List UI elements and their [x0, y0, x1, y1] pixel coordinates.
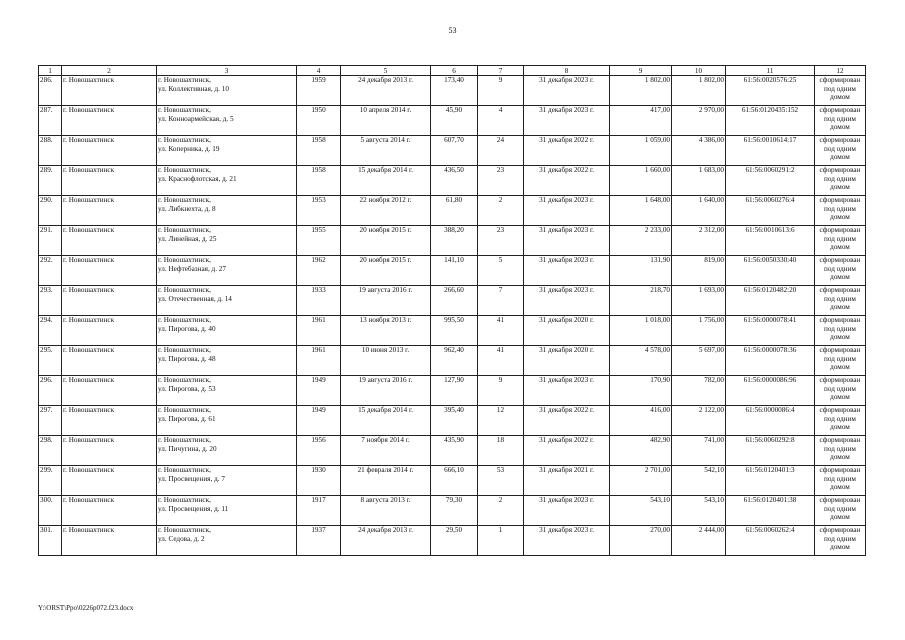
municipality: г. Новошахтинск [62, 196, 157, 226]
land-status: сформирован под одним домом [815, 526, 866, 556]
cadastral-number: 61:56:0060292:8 [726, 436, 815, 466]
value-col-9: 416,00 [610, 406, 672, 436]
table-row [39, 136, 866, 166]
row-number: 294. [39, 316, 62, 346]
resident-count: 2 [478, 496, 524, 526]
table-row [39, 406, 866, 436]
value-col-10: 2 444,00 [672, 526, 726, 556]
land-status: сформирован под одним домом [815, 316, 866, 346]
value-col-10: 2 970,00 [672, 106, 726, 136]
address-line-2: ул. Просвещения, д. 11 [158, 504, 229, 513]
value-col-9: 218,70 [610, 286, 672, 316]
recognition-date: 21 февраля 2014 г. [341, 466, 431, 496]
address-line-2: ул. Пирогова, д. 61 [158, 414, 216, 423]
land-status: сформирован под одним домом [815, 76, 866, 106]
value-col-10: 819,00 [672, 256, 726, 286]
year-built: 1933 [297, 286, 341, 316]
address-line-1: г. Новошахтинск, [158, 166, 211, 174]
value-col-10: 1 683,00 [672, 166, 726, 196]
value-col-9: 1 059,00 [610, 136, 672, 166]
address-line-1: г. Новошахтинск, [158, 316, 211, 324]
area-value: 61,80 [431, 196, 478, 226]
recognition-date: 20 ноября 2015 г. [341, 226, 431, 256]
municipality: г. Новошахтинск [62, 226, 157, 256]
column-number: 5 [341, 66, 431, 76]
cadastral-number: 61:56:0120435:152 [726, 106, 815, 136]
planned-deadline: 31 декабря 2022 г. [524, 136, 610, 166]
address-line-1: г. Новошахтинск, [158, 136, 211, 144]
value-col-10: 1 640,00 [672, 196, 726, 226]
value-col-10: 1 693,00 [672, 286, 726, 316]
land-status: сформирован под одним домом [815, 196, 866, 226]
land-status: сформирован под одним домом [815, 286, 866, 316]
recognition-date: 15 декабря 2014 г. [341, 166, 431, 196]
municipality: г. Новошахтинск [62, 466, 157, 496]
area-value: 79,30 [431, 496, 478, 526]
table-row [39, 376, 866, 406]
value-col-9: 270,00 [610, 526, 672, 556]
value-col-9: 170,90 [610, 376, 672, 406]
address-line-2: ул. Либкнехта, д. 8 [158, 204, 216, 213]
resident-count: 18 [478, 436, 524, 466]
value-col-9: 1 018,00 [610, 316, 672, 346]
area-value: 173,40 [431, 76, 478, 106]
table-row [39, 256, 866, 286]
municipality: г. Новошахтинск [62, 406, 157, 436]
value-col-9: 2 701,00 [610, 466, 672, 496]
value-col-9: 1 802,00 [610, 76, 672, 106]
row-number: 300. [39, 496, 62, 526]
municipality: г. Новошахтинск [62, 496, 157, 526]
recognition-date: 19 августа 2016 г. [341, 286, 431, 316]
table-row [39, 496, 866, 526]
value-col-9: 4 578,00 [610, 346, 672, 376]
address-line-2: ул. Пирогова, д. 53 [158, 384, 216, 393]
land-status: сформирован под одним домом [815, 406, 866, 436]
row-number: 288. [39, 136, 62, 166]
municipality: г. Новошахтинск [62, 286, 157, 316]
address-line-2: ул. Просвещения, д. 7 [158, 474, 225, 483]
area-value: 395,40 [431, 406, 478, 436]
address [157, 346, 297, 376]
planned-deadline: 31 декабря 2022 г. [524, 436, 610, 466]
planned-deadline: 31 декабря 2020 г. [524, 346, 610, 376]
municipality: г. Новошахтинск [62, 166, 157, 196]
municipality: г. Новошахтинск [62, 316, 157, 346]
planned-deadline: 31 декабря 2022 г. [524, 166, 610, 196]
table-row [39, 226, 866, 256]
recognition-date: 7 ноября 2014 г. [341, 436, 431, 466]
value-col-9: 543,10 [610, 496, 672, 526]
cadastral-number: 61:56:0060276:4 [726, 196, 815, 226]
municipality: г. Новошахтинск [62, 526, 157, 556]
row-number: 296. [39, 376, 62, 406]
row-number: 287. [39, 106, 62, 136]
address [157, 406, 297, 436]
address [157, 166, 297, 196]
table-row [39, 316, 866, 346]
planned-deadline: 31 декабря 2022 г. [524, 406, 610, 436]
area-value: 995,50 [431, 316, 478, 346]
column-number: 11 [726, 66, 815, 76]
address [157, 316, 297, 346]
area-value: 607,70 [431, 136, 478, 166]
address [157, 466, 297, 496]
planned-deadline: 31 декабря 2023 г. [524, 106, 610, 136]
address-line-1: г. Новошахтинск, [158, 226, 211, 234]
planned-deadline: 31 декабря 2020 г. [524, 316, 610, 346]
table-row [39, 466, 866, 496]
address-line-1: г. Новошахтинск, [158, 196, 211, 204]
column-number: 9 [610, 66, 672, 76]
housing-register-table [38, 65, 866, 556]
recognition-date: 20 ноября 2015 г. [341, 256, 431, 286]
value-col-10: 5 697,00 [672, 346, 726, 376]
land-status: сформирован под одним домом [815, 256, 866, 286]
table-row [39, 286, 866, 316]
address [157, 496, 297, 526]
resident-count: 41 [478, 346, 524, 376]
land-status: сформирован под одним домом [815, 346, 866, 376]
land-status: сформирован под одним домом [815, 106, 866, 136]
resident-count: 5 [478, 256, 524, 286]
cadastral-number: 61:56:0060291:2 [726, 166, 815, 196]
value-col-10: 1 802,00 [672, 76, 726, 106]
municipality: г. Новошахтинск [62, 346, 157, 376]
area-value: 388,20 [431, 226, 478, 256]
row-number: 292. [39, 256, 62, 286]
row-number: 301. [39, 526, 62, 556]
recognition-date: 24 декабря 2013 г. [341, 526, 431, 556]
address-line-1: г. Новошахтинск, [158, 346, 211, 354]
address-line-1: г. Новошахтинск, [158, 436, 211, 444]
resident-count: 23 [478, 166, 524, 196]
column-number: 1 [39, 66, 62, 76]
resident-count: 2 [478, 196, 524, 226]
address-line-1: г. Новошахтинск, [158, 526, 211, 534]
table-row [39, 106, 866, 136]
value-col-9: 2 233,00 [610, 226, 672, 256]
planned-deadline: 31 декабря 2023 г. [524, 196, 610, 226]
address-line-1: г. Новошахтинск, [158, 496, 211, 504]
cadastral-number: 61:56:0010613:6 [726, 226, 815, 256]
year-built: 1937 [297, 526, 341, 556]
address [157, 436, 297, 466]
address-line-2: ул. Конноармейская, д. 5 [158, 114, 234, 123]
value-col-9: 1 648,00 [610, 196, 672, 226]
address-line-2: ул. Пирогова, д. 40 [158, 324, 216, 333]
resident-count: 1 [478, 526, 524, 556]
year-built: 1953 [297, 196, 341, 226]
recognition-date: 8 августа 2013 г. [341, 496, 431, 526]
value-col-9: 482,90 [610, 436, 672, 466]
address [157, 196, 297, 226]
row-number: 297. [39, 406, 62, 436]
address [157, 226, 297, 256]
address-line-2: ул. Нефтебазная, д. 27 [158, 264, 226, 273]
address-line-2: ул. Седова, д. 2 [158, 534, 205, 543]
resident-count: 7 [478, 286, 524, 316]
address [157, 286, 297, 316]
row-number: 295. [39, 346, 62, 376]
address-line-1: г. Новошахтинск, [158, 406, 211, 414]
cadastral-number: 61:56:0000086:96 [726, 376, 815, 406]
year-built: 1917 [297, 496, 341, 526]
cadastral-number: 61:56:0120401:3 [726, 466, 815, 496]
table-row [39, 76, 866, 106]
recognition-date: 5 августа 2014 г. [341, 136, 431, 166]
area-value: 435,90 [431, 436, 478, 466]
land-status: сформирован под одним домом [815, 226, 866, 256]
column-number-row [39, 66, 866, 76]
year-built: 1930 [297, 466, 341, 496]
footer-file-path: Y:\ORST\Ppo\0226p072.f23.docx [38, 604, 134, 612]
address-line-2: ул. Пичугина, д. 20 [158, 444, 217, 453]
area-value: 127,90 [431, 376, 478, 406]
planned-deadline: 31 декабря 2023 г. [524, 526, 610, 556]
resident-count: 23 [478, 226, 524, 256]
cadastral-number: 61:56:0120482:20 [726, 286, 815, 316]
year-built: 1962 [297, 256, 341, 286]
resident-count: 9 [478, 76, 524, 106]
row-number: 293. [39, 286, 62, 316]
area-value: 666,10 [431, 466, 478, 496]
area-value: 266,60 [431, 286, 478, 316]
column-number: 12 [815, 66, 866, 76]
value-col-10: 2 312,00 [672, 226, 726, 256]
land-status: сформирован под одним домом [815, 376, 866, 406]
value-col-10: 741,00 [672, 436, 726, 466]
page-number: 53 [448, 26, 457, 35]
table-row [39, 166, 866, 196]
area-value: 45,90 [431, 106, 478, 136]
value-col-10: 1 756,00 [672, 316, 726, 346]
address-line-1: г. Новошахтинск, [158, 76, 211, 84]
resident-count: 4 [478, 106, 524, 136]
cadastral-number: 61:56:0010614:17 [726, 136, 815, 166]
column-number: 2 [62, 66, 157, 76]
column-number: 4 [297, 66, 341, 76]
planned-deadline: 31 декабря 2023 г. [524, 496, 610, 526]
planned-deadline: 31 декабря 2023 г. [524, 376, 610, 406]
address-line-2: ул. Пирогова, д. 48 [158, 354, 216, 363]
address-line-2: ул. Линейная, д. 25 [158, 234, 217, 243]
recognition-date: 15 декабря 2014 г. [341, 406, 431, 436]
year-built: 1950 [297, 106, 341, 136]
municipality: г. Новошахтинск [62, 376, 157, 406]
row-number: 298. [39, 436, 62, 466]
resident-count: 9 [478, 376, 524, 406]
planned-deadline: 31 декабря 2023 г. [524, 226, 610, 256]
value-col-10: 542,10 [672, 466, 726, 496]
cadastral-number: 61:56:0120401:38 [726, 496, 815, 526]
address [157, 256, 297, 286]
year-built: 1956 [297, 436, 341, 466]
cadastral-number: 61:56:0050330:40 [726, 256, 815, 286]
table-row [39, 526, 866, 556]
land-status: сформирован под одним домом [815, 166, 866, 196]
address [157, 106, 297, 136]
value-col-9: 131,90 [610, 256, 672, 286]
row-number: 290. [39, 196, 62, 226]
address-line-1: г. Новошахтинск, [158, 106, 211, 114]
recognition-date: 19 августа 2016 г. [341, 376, 431, 406]
year-built: 1958 [297, 166, 341, 196]
recognition-date: 10 апреля 2014 г. [341, 106, 431, 136]
address [157, 376, 297, 406]
value-col-9: 1 660,00 [610, 166, 672, 196]
year-built: 1955 [297, 226, 341, 256]
value-col-10: 782,00 [672, 376, 726, 406]
table-row [39, 196, 866, 226]
column-number: 8 [524, 66, 610, 76]
address-line-1: г. Новошахтинск, [158, 286, 211, 294]
table-row [39, 436, 866, 466]
resident-count: 53 [478, 466, 524, 496]
planned-deadline: 31 декабря 2023 г. [524, 286, 610, 316]
municipality: г. Новошахтинск [62, 106, 157, 136]
year-built: 1961 [297, 346, 341, 376]
row-number: 286. [39, 76, 62, 106]
resident-count: 41 [478, 316, 524, 346]
year-built: 1961 [297, 316, 341, 346]
cadastral-number: 61:56:0060262:4 [726, 526, 815, 556]
land-status: сформирован под одним домом [815, 466, 866, 496]
address [157, 136, 297, 166]
recognition-date: 10 июня 2013 г. [341, 346, 431, 376]
row-number: 289. [39, 166, 62, 196]
cadastral-number: 61:56:0000078:41 [726, 316, 815, 346]
cadastral-number: 61:56:0020576:25 [726, 76, 815, 106]
planned-deadline: 31 декабря 2023 г. [524, 76, 610, 106]
address-line-2: ул. Коллективная, д. 10 [158, 84, 229, 93]
value-col-9: 417,00 [610, 106, 672, 136]
area-value: 141,10 [431, 256, 478, 286]
column-number: 6 [431, 66, 478, 76]
address [157, 526, 297, 556]
recognition-date: 13 ноября 2013 г. [341, 316, 431, 346]
municipality: г. Новошахтинск [62, 136, 157, 166]
recognition-date: 24 декабря 2013 г. [341, 76, 431, 106]
row-number: 291. [39, 226, 62, 256]
table-body [39, 66, 866, 556]
column-number: 3 [157, 66, 297, 76]
resident-count: 24 [478, 136, 524, 166]
planned-deadline: 31 декабря 2023 г. [524, 256, 610, 286]
row-number: 299. [39, 466, 62, 496]
year-built: 1949 [297, 406, 341, 436]
address-line-1: г. Новошахтинск, [158, 466, 211, 474]
year-built: 1958 [297, 136, 341, 166]
cadastral-number: 61:56:0000078:36 [726, 346, 815, 376]
address [157, 76, 297, 106]
column-number: 7 [478, 66, 524, 76]
cadastral-number: 61:56:0000086:4 [726, 406, 815, 436]
municipality: г. Новошахтинск [62, 256, 157, 286]
planned-deadline: 31 декабря 2021 г. [524, 466, 610, 496]
address-line-2: ул. Краснофлотская, д. 21 [158, 174, 237, 183]
area-value: 436,50 [431, 166, 478, 196]
address-line-2: ул. Коперника, д. 19 [158, 144, 220, 153]
value-col-10: 543,10 [672, 496, 726, 526]
year-built: 1959 [297, 76, 341, 106]
address-line-1: г. Новошахтинск, [158, 376, 211, 384]
table-row [39, 346, 866, 376]
area-value: 29,50 [431, 526, 478, 556]
recognition-date: 22 ноября 2012 г. [341, 196, 431, 226]
address-line-1: г. Новошахтинск, [158, 256, 211, 264]
value-col-10: 2 122,00 [672, 406, 726, 436]
area-value: 962,40 [431, 346, 478, 376]
value-col-10: 4 386,00 [672, 136, 726, 166]
resident-count: 12 [478, 406, 524, 436]
land-status: сформирован под одним домом [815, 136, 866, 166]
land-status: сформирован под одним домом [815, 436, 866, 466]
year-built: 1949 [297, 376, 341, 406]
municipality: г. Новошахтинск [62, 76, 157, 106]
land-status: сформирован под одним домом [815, 496, 866, 526]
column-number: 10 [672, 66, 726, 76]
address-line-2: ул. Отечественная, д. 14 [158, 294, 232, 303]
municipality: г. Новошахтинск [62, 436, 157, 466]
